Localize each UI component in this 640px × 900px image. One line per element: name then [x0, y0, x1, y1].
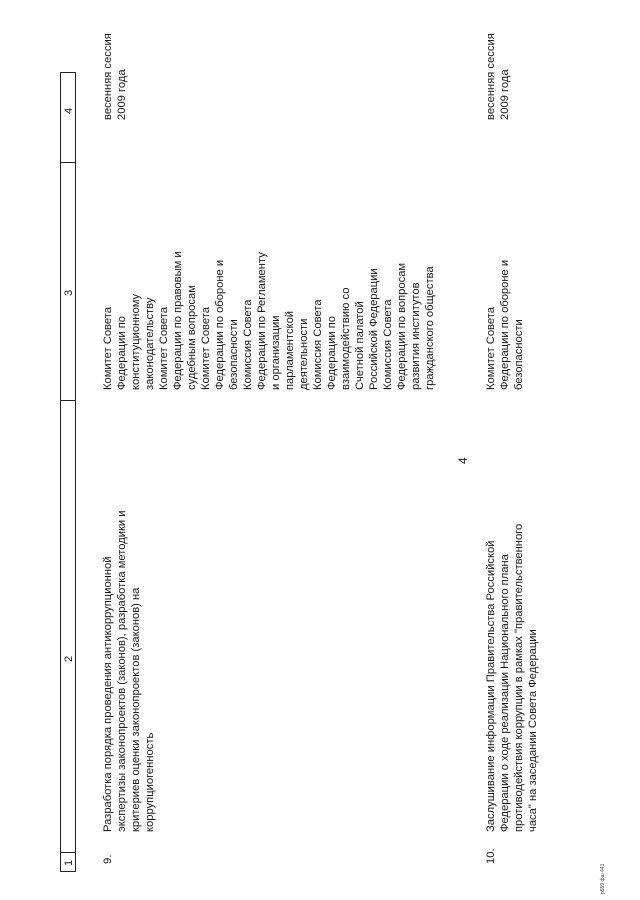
measure-line: противодействия коррупции в рамках "правительственного: [513, 523, 525, 832]
measure-line: критериев оценки законопроектов (законов) на: [130, 587, 142, 832]
deadline-line: 2009 года: [499, 69, 511, 120]
measure-line: Федерации о ходе реализации Национального плана: [499, 554, 511, 832]
measure-line: коррупциогенность: [144, 732, 156, 832]
measure-line: часа" на заседании Совета Федерации: [527, 629, 539, 832]
measure-line: экспертизы законопроектов (законов), разработка методики и: [116, 510, 128, 832]
measure-text: [101, 510, 157, 832]
responsible-line: Федерации по: [326, 316, 338, 390]
column-number-3: 3: [63, 289, 75, 296]
column-separator: [60, 852, 76, 853]
responsible-line: Комитет Совета: [485, 307, 497, 390]
row-number: 10.: [485, 848, 497, 864]
column-number-2: 2: [63, 655, 75, 662]
column-separator: [60, 162, 76, 163]
responsible-line: Федерации по вопросам: [396, 262, 408, 390]
responsible-line: развития институтов: [410, 282, 422, 390]
responsible-line: Федерации по обороне и: [499, 259, 511, 390]
measure-line: Заслушивание информации Правительства Российской: [485, 540, 497, 832]
responsible-line: Счетной палатой: [354, 301, 366, 390]
responsible-line: Комитет Совета: [200, 307, 212, 390]
deadline-line: весенняя сессия: [102, 33, 114, 120]
responsible-text: [484, 260, 526, 390]
responsible-line: Комиссия Совета: [312, 299, 324, 390]
column-separator: [60, 400, 76, 401]
responsible-line: взаимодействию со: [340, 287, 352, 390]
responsible-line: парламентской: [284, 310, 296, 390]
responsible-line: гражданского общества: [424, 266, 436, 390]
responsible-line: судебным вопросам: [186, 285, 198, 390]
deadline-text: [101, 33, 129, 120]
deadline-line: весенняя сессия: [485, 33, 497, 120]
deadline-text: [484, 33, 512, 120]
column-number-1: 1: [63, 859, 75, 866]
measure-text: [484, 524, 540, 832]
responsible-line: Комиссия Совета: [382, 299, 394, 390]
column-header-row: [60, 72, 76, 872]
column-number-4: 4: [63, 107, 75, 114]
responsible-line: безопасности: [228, 319, 240, 390]
responsible-line: Комитет Совета: [158, 307, 170, 390]
responsible-line: Федерации по: [116, 316, 128, 390]
responsible-line: Комиссия Совета: [242, 299, 254, 390]
row-number: 9.: [102, 854, 114, 864]
responsible-line: Федерации по Регламенту: [256, 252, 268, 390]
document-code: р559 фш 441: [600, 863, 606, 894]
responsible-line: и организации: [270, 315, 282, 390]
responsible-line: Российской Федерации: [368, 268, 380, 390]
responsible-line: Федерации по обороне и: [214, 259, 226, 390]
deadline-line: 2009 года: [116, 69, 128, 120]
measure-line: Разработка порядка проведения антикоррупционной: [102, 556, 114, 832]
responsible-line: безопасности: [513, 319, 525, 390]
responsible-text: [101, 251, 437, 390]
page-number: 4: [456, 457, 470, 464]
responsible-line: законодательству: [144, 297, 156, 390]
responsible-line: Комитет Совета: [102, 307, 114, 390]
responsible-line: деятельности: [298, 318, 310, 390]
responsible-line: Федерации по правовым и: [172, 251, 184, 390]
responsible-line: конституционному: [130, 293, 142, 390]
